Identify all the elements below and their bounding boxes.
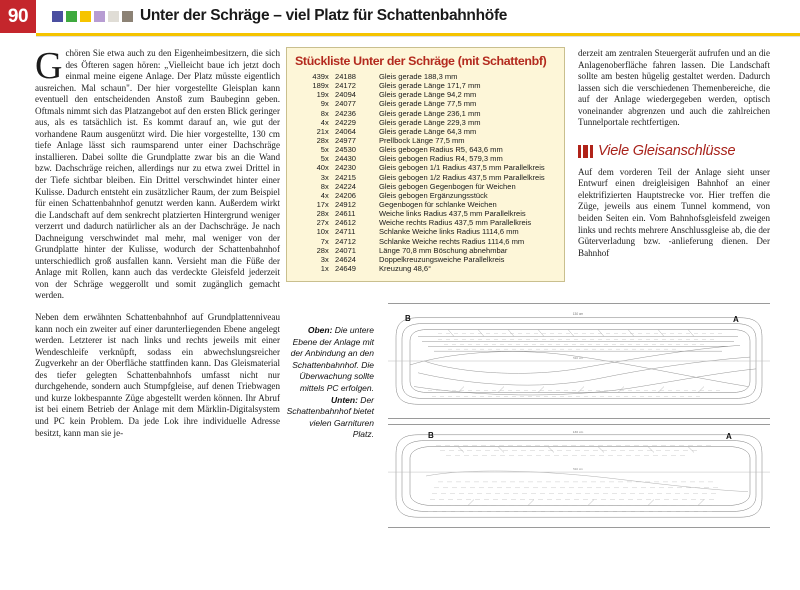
swatch-6 [122,11,133,22]
parts-row-description: Gleis gerade Länge 171,7 mm [379,81,481,91]
parts-row-description: Gleis gerade Länge 236,1 mm [379,108,481,118]
section-heading [578,142,770,159]
article-right-column [578,48,770,259]
track-plan-lower [388,424,770,528]
track-plan-upper-drawing [388,304,770,418]
header-color-swatches [52,11,133,22]
parts-row-quantity: 4 [320,190,325,200]
parts-row-description: Schlanke Weiche rechts Radius 1114,6 mm [379,236,525,246]
track-plan-lower-label-b: B [428,431,434,440]
right-paragraph-2: Auf dem vorderen Teil der Anlage sieht unser Entwurf einen dreigleisigen Bahnhof an einer elektrifizierten Hauptstrecke vor. Hier treffen die Züge, jeweils aus einem Tunnel kommend, von beiden Seiten ein. Vom Bahnhofsgleisfeld zweigen links und rechts mehrere Anschlussgleise ab, die der Güterverladung bzw. -anlieferung dienen. Der Bahnhof [578,166,770,258]
header-rule-shadow [36,36,800,37]
parts-row-quantity: 7 [320,236,325,246]
left-paragraph-1-text: chören Sie etwa auch zu den Eigenheimbesitzern, die sich des Öfteren sagen hören: „Vielleicht baue ich jetzt doch einmal meine eigene Anlage. Der Platz müsste eigentlich ausreichen. Mal schaun". Der hier vorgestellte Gleisplan kann eventuell den entscheidenden Anstoß zum Baubeginn geben. Oftmals nimmt sich das Platzangebot auf den ersten Blick geringer aus, als es tatsächlich ist. Es kommt darauf an, wie gut der vorhandene Raum ausgenützt wird. Die hier vorgestellte, 130 cm tiefe Anlage lässt sich raumsparend unter einer Dachschräge installieren. Dabei sollte die Grundplatte zwar bis an die Wand bzw. Dachschräge reichen, allerdings nur zu etwa zwei Drittel in der Tiefe sichtbar bleiben. Ein Drittel verschwindet hinter einer Kulisse. Dadurch entsteht ein zusätzlicher Raum, der zum Beispiel für einen Schattenbahnhof genutzt werden kann. Außerdem wirkt die Landschaft auf dem senkrecht platzierten Hintergrund weniger verzerrt und dadurch natürlicher als an der Dachschräge. Je nach Dachneigung verschwindet mal mehr, mal weniger von der Grundplatte hinter der Kulisse, wodurch der Schattenbahnhof unterschiedlich groß ausfallen kann. Versieht man die Füße der Anlage mit Rollen, kann auch das verdeckte Gleisfeld jederzeit von der Schräge weggerollt und somit zugänglich gemacht werden. [35,48,280,301]
parts-row-article-no: 24071 [335,245,356,255]
swatch-2 [66,11,77,22]
parts-row-article-no: 24711 [335,227,356,237]
parts-row-description: Weiche rechts Radius 437,5 mm Parallelkreis [379,218,532,228]
parts-row-quantity: 21 [316,126,325,136]
parts-row-description: Schlanke Weiche links Radius 1114,6 mm [379,227,519,237]
parts-list-table [295,73,556,274]
caption-text-bottom: Der Schattenbahnhof bietet vielen Garnituren Platz. [286,394,374,440]
parts-row-multiplier: x [325,199,329,209]
parts-row-quantity: 9 [320,99,325,109]
parts-row-description: Gleis gerade Länge 64,3 mm [379,126,477,136]
parts-row-article-no: 24712 [335,236,356,246]
track-plan-upper-label-a: A [733,315,739,324]
svg-text:510 cm: 510 cm [573,356,583,361]
parts-row-multiplier: x [325,190,329,200]
parts-row-article-no: 24206 [335,190,356,200]
svg-text:510 cm: 510 cm [573,467,583,472]
parts-row-description: Länge 70,8 mm Böschung abnehmbar [379,245,508,255]
parts-row-multiplier: x [325,163,329,173]
parts-row-article-no: 24977 [335,135,356,145]
parts-row-article-no: 24612 [335,218,356,228]
parts-row-multiplier: x [325,254,329,264]
parts-row-article-no: 24430 [335,154,356,164]
parts-row-description: Gleis gebogen Radius R5, 643,6 mm [379,145,503,155]
caption-label-top: Oben: [307,325,333,335]
article-left-column [35,45,280,439]
svg-text:130 cm: 130 cm [572,311,584,316]
parts-list-title: Stückliste Unter der Schräge (mit Schattenbf) [295,54,547,68]
parts-row-description: Gleis gebogen Ergänzungsstück [379,190,488,200]
parts-list-box [286,47,565,282]
parts-row-article-no: 24530 [335,145,356,155]
parts-row-quantity: 17 [316,199,325,209]
parts-row-article-no: 24611 [335,209,356,219]
parts-row-article-no: 24229 [335,117,356,127]
parts-list-body [295,73,556,274]
parts-row-multiplier: x [325,263,329,273]
parts-row-description: Gleis gerade Länge 77,5 mm [379,99,477,109]
parts-row-description: Gleis gebogen 1/1 Radius 437,5 mm Parallelkreis [379,163,545,173]
parts-row-description: Gleis gerade Länge 229,3 mm [379,117,481,127]
parts-row-article-no: 24094 [335,90,356,100]
parts-row-multiplier: x [325,99,329,109]
parts-row-description: Gegenbogen für schlanke Weichen [379,199,497,209]
parts-row-multiplier: x [325,117,329,127]
parts-row-quantity: 4 [320,117,325,127]
parts-row-multiplier: x [325,236,329,246]
parts-row-quantity: 27 [316,218,325,228]
caption-label-bottom: Unten: [331,394,358,405]
parts-row-multiplier: x [325,126,329,136]
parts-row-description: Gleis gebogen 1/2 Radius 437,5 mm Parallelkreis [379,172,545,182]
parts-row-multiplier: x [325,154,329,164]
parts-row-description: Gleis gebogen Radius R4, 579,3 mm [379,154,503,164]
parts-row-quantity: 189 [312,81,325,91]
parts-row-quantity: 1 [320,263,325,273]
parts-row-article-no: 24236 [335,108,356,118]
section-heading-text: Viele Gleisanschlüsse [598,142,736,159]
parts-row-article-no: 24912 [335,199,356,209]
parts-row-article-no: 24077 [335,99,356,109]
parts-row-quantity: 3 [320,172,325,182]
parts-row-multiplier: x [325,209,329,219]
parts-row-multiplier: x [325,90,329,100]
parts-row-multiplier: x [325,181,329,191]
parts-row-quantity: 5 [320,145,325,155]
parts-row-multiplier: x [325,72,329,81]
parts-list-row [295,265,556,274]
parts-row-multiplier: x [325,218,329,228]
drop-cap: G [35,45,63,87]
parts-row-multiplier: x [325,172,329,182]
parts-row-description: Prellbock Länge 77,5 mm [379,135,465,145]
parts-row-article-no: 24215 [335,172,356,182]
swatch-4 [94,11,105,22]
parts-row-article-no: 24624 [335,254,356,264]
track-plan-upper [388,303,770,419]
swatch-3 [80,11,91,22]
track-plan-upper-label-b: B [405,314,411,323]
parts-row-article-no: 24649 [335,263,356,273]
parts-row-description: Weiche links Radius 437,5 mm Parallelkreis [379,209,526,219]
parts-row-quantity: 19 [316,90,325,100]
parts-row-quantity: 10 [316,227,325,237]
parts-row-description: Gleis gebogen Gegenbogen für Weichen [379,181,516,191]
parts-row-multiplier: x [325,227,329,237]
track-plan-lower-label-a: A [726,432,732,441]
parts-row-multiplier: x [325,245,329,255]
swatch-1 [52,11,63,22]
left-paragraph-1 [35,45,280,302]
parts-row-article-no: 24188 [335,72,356,81]
parts-row-article-no: 24064 [335,126,356,136]
parts-row-article-no: 24172 [335,81,356,91]
right-paragraph-1: derzeit am zentralen Steuergerät aufrufen und an die Anlagenoberfläche fahren lassen. Die Landschaft sollte am besten hügelig gestaltet werden. Dadurch lassen sich die verschiedenen Themenbereiche, die auf der Anlage wiedergegeben werden, optisch voneinander abgrenzen und auch die zahlreichen Tunnelportale rechtfertigen. [578,48,770,128]
parts-row-quantity: 28 [316,135,325,145]
track-plan-lower-drawing [388,425,770,527]
parts-row-description: Doppelkreuzungsweiche Parallelkreis [379,254,505,264]
parts-row-quantity: 439 [312,72,325,81]
parts-row-quantity: 28 [316,209,325,219]
left-paragraph-2: Neben dem erwähnten Schattenbahnhof auf Grundplattenniveau kann noch ein zweiter auf einer darunterliegenden Ebene angelegt werden. Letzterer ist nach links und rechts jeweils mit einer Wendeschleife verknüpft, sodass ein abwechslungsreicher Zugverkehr an der Oberfläche stattfinden kann. Das Gleismaterial des tiefer gelegten Schattenbahnhofs umfasst nicht nur durchgehende, sondern auch Stumpfgleise, auf denen Triebwagen und kurze lokbespannte Züge abgestellt werden können. Ihr Abruf ist bei einem Betrieb der Anlage mit dem Märklin-Digitalsystem und PC kein Problem. Da jede Lok ihre individuelle Adresse besitzt, kann man sie je- [35,312,280,438]
caption-text-top: Die untere Ebene der Anlage mit der Anbindung an den Schattenbahnhof. Die Überwachung sollte mittels PC erfolgen. [290,325,374,393]
parts-row-multiplier: x [325,81,329,91]
parts-row-article-no: 24224 [335,181,356,191]
page-number-badge: 90 [0,0,36,33]
parts-row-quantity: 40 [316,163,325,173]
page-title: Unter der Schräge – viel Platz für Schattenbahnhöfe [140,7,508,24]
parts-row-multiplier: x [325,135,329,145]
parts-row-quantity: 8 [320,108,325,118]
parts-row-description: Gleis gerade Länge 94,2 mm [379,90,477,100]
page-header [0,0,800,38]
parts-row-quantity: 28 [316,245,325,255]
parts-row-quantity: 5 [320,154,325,164]
figure-caption [286,325,374,441]
parts-row-article-no: 24230 [335,163,356,173]
parts-row-description: Gleis gerade 188,3 mm [379,72,458,81]
swatch-5 [108,11,119,22]
parts-row-quantity: 3 [320,254,325,264]
svg-text:130 cm: 130 cm [572,429,584,434]
parts-row-quantity: 8 [320,181,325,191]
parts-row-description: Kreuzung 48,6° [379,263,432,273]
heading-bars-icon [578,145,593,158]
parts-row-multiplier: x [325,108,329,118]
parts-row-multiplier: x [325,145,329,155]
